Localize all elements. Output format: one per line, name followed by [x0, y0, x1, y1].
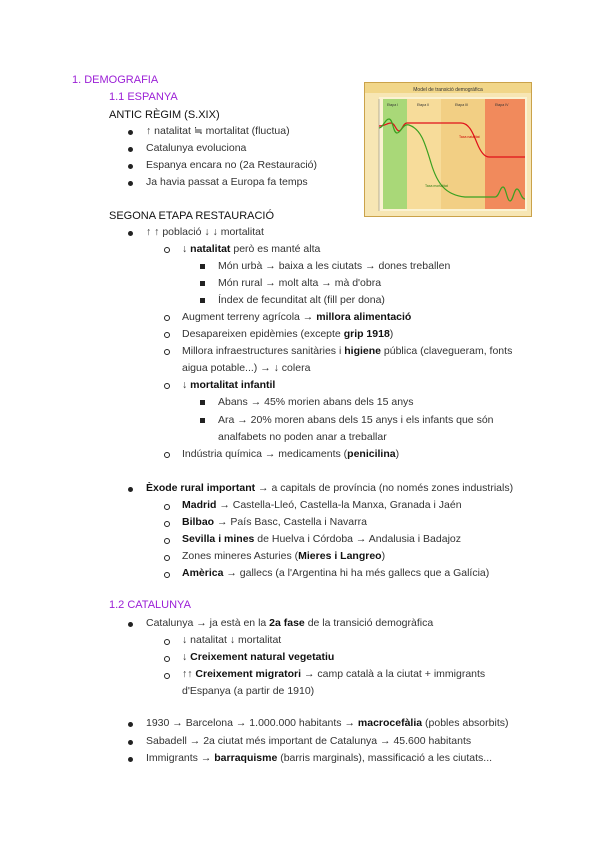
phase-1-band	[383, 99, 407, 209]
list-item: Món urbà → baixa a les ciutats → dones treballen	[218, 260, 451, 272]
list-item: Món rural → molt alta → mà d'obra	[218, 277, 382, 289]
list-item-continuation: aigua potable...) → ↓ colera	[182, 362, 311, 374]
list-item: Catalunya → ja està en la 2a fase de la transició demogràfica	[146, 617, 434, 629]
mortalitat-label: Taxa mortalitat	[425, 184, 448, 188]
list-item: Abans → 45% morien abans dels 15 anys	[218, 396, 414, 408]
list-item-continuation: analfabets no poden anar a treballar	[218, 431, 387, 443]
circle-bullet-icon	[164, 673, 170, 679]
list-item: Espanya encara no (2a Restauració)	[146, 159, 318, 171]
bullet-icon	[128, 757, 133, 762]
bullet-icon	[128, 622, 133, 627]
bullet-icon	[128, 231, 133, 236]
list-item: ↑ natalitat ≒ mortalitat (fluctua)	[146, 125, 290, 137]
circle-bullet-icon	[164, 247, 170, 253]
circle-bullet-icon	[164, 332, 170, 338]
list-item: Zones mineres Asturies (Mieres i Langreo)	[182, 550, 386, 562]
heading-espanya: 1.1 ESPANYA	[109, 91, 178, 103]
square-bullet-icon	[200, 281, 205, 286]
circle-bullet-icon	[164, 555, 170, 561]
list-item: ↑ ↑ població ↓ ↓ mortalitat	[146, 226, 264, 238]
list-item: Desapareixen epidèmies (excepte grip 1918)	[182, 328, 394, 340]
circle-bullet-icon	[164, 349, 170, 355]
heading-antic-regim: ANTIC RÈGIM (S.XIX)	[109, 109, 220, 121]
bullet-icon	[128, 722, 133, 727]
heading-segona-etapa: SEGONA ETAPA RESTAURACIÓ	[109, 210, 275, 222]
list-item: Sabadell → 2a ciutat més important de Catalunya → 45.600 habitants	[146, 735, 472, 747]
heading-catalunya: 1.2 CATALUNYA	[109, 599, 191, 611]
list-item: ↓ mortalitat infantil	[182, 379, 276, 391]
list-item: Amèrica → gallecs (a l'Argentina hi ha més gallecs que a Galícia)	[182, 567, 490, 579]
circle-bullet-icon	[164, 383, 170, 389]
square-bullet-icon	[200, 400, 205, 405]
list-item: Bilbao → País Basc, Castella i Navarra	[182, 516, 367, 528]
phase-3-band	[441, 99, 485, 209]
list-item: Sevilla i mines de Huelva i Córdoba → Andalusia i Badajoz	[182, 533, 462, 545]
list-item: Índex de fecunditat alt (fill per dona)	[218, 294, 385, 306]
circle-bullet-icon	[164, 656, 170, 662]
chart-svg	[365, 83, 531, 216]
square-bullet-icon	[200, 298, 205, 303]
phase-label: Etapa III	[455, 103, 469, 107]
circle-bullet-icon	[164, 572, 170, 578]
phase-4-band	[485, 99, 525, 209]
circle-bullet-icon	[164, 452, 170, 458]
bullet-icon	[128, 147, 133, 152]
list-item: Ara → 20% moren abans dels 15 anys i els infants que són	[218, 414, 494, 426]
circle-bullet-icon	[164, 639, 170, 645]
list-item-continuation: d'Espanya (a partir de 1910)	[182, 685, 315, 697]
phase-label: Etapa IV	[495, 103, 509, 107]
circle-bullet-icon	[164, 521, 170, 527]
phase-2-band	[407, 99, 441, 209]
circle-bullet-icon	[164, 315, 170, 321]
list-item: 1930 → Barcelona → 1.000.000 habitants → macrocefàlia (pobles absorbits)	[146, 717, 509, 729]
list-item: Catalunya evoluciona	[146, 142, 247, 154]
circle-bullet-icon	[164, 538, 170, 544]
circle-bullet-icon	[164, 504, 170, 510]
bullet-icon	[128, 164, 133, 169]
list-item: ↑↑ Creixement migratori → camp català a la ciutat + immigrants	[182, 668, 486, 680]
list-item: Ja havia passat a Europa fa temps	[146, 176, 308, 188]
phase-label: Etapa I	[387, 103, 399, 107]
list-item: Augment terreny agrícola → millora alimentació	[182, 311, 412, 323]
demographic-transition-chart	[364, 82, 532, 217]
bullet-icon	[128, 740, 133, 745]
phase-label: Etapa II	[417, 103, 430, 107]
list-item: Millora infraestructures sanitàries i higiene pública (clavegueram, fonts	[182, 345, 513, 357]
list-item: ↓ Creixement natural vegetatiu	[182, 651, 335, 663]
list-item: ↓ natalitat però es manté alta	[182, 243, 321, 255]
list-item: Indústria química → medicaments (penicilina)	[182, 448, 400, 460]
bullet-icon	[128, 487, 133, 492]
list-item: ↓ natalitat ↓ mortalitat	[182, 634, 282, 646]
bullet-icon	[128, 130, 133, 135]
natalitat-label: Taxa natalitat	[459, 135, 480, 139]
bullet-icon	[128, 181, 133, 186]
heading-demografia: 1. DEMOGRAFIA	[72, 74, 159, 86]
square-bullet-icon	[200, 418, 205, 423]
list-item: Èxode rural important → a capitals de província (no només zones industrials)	[146, 482, 514, 494]
list-item: Madrid → Castella-Lleó, Castella-la Manxa, Granada i Jaén	[182, 499, 462, 511]
list-item: Immigrants → barraquisme (barris marginals), massificació a les ciutats...	[146, 752, 493, 764]
chart-title: Model de transició demogràfica	[413, 87, 483, 93]
square-bullet-icon	[200, 264, 205, 269]
